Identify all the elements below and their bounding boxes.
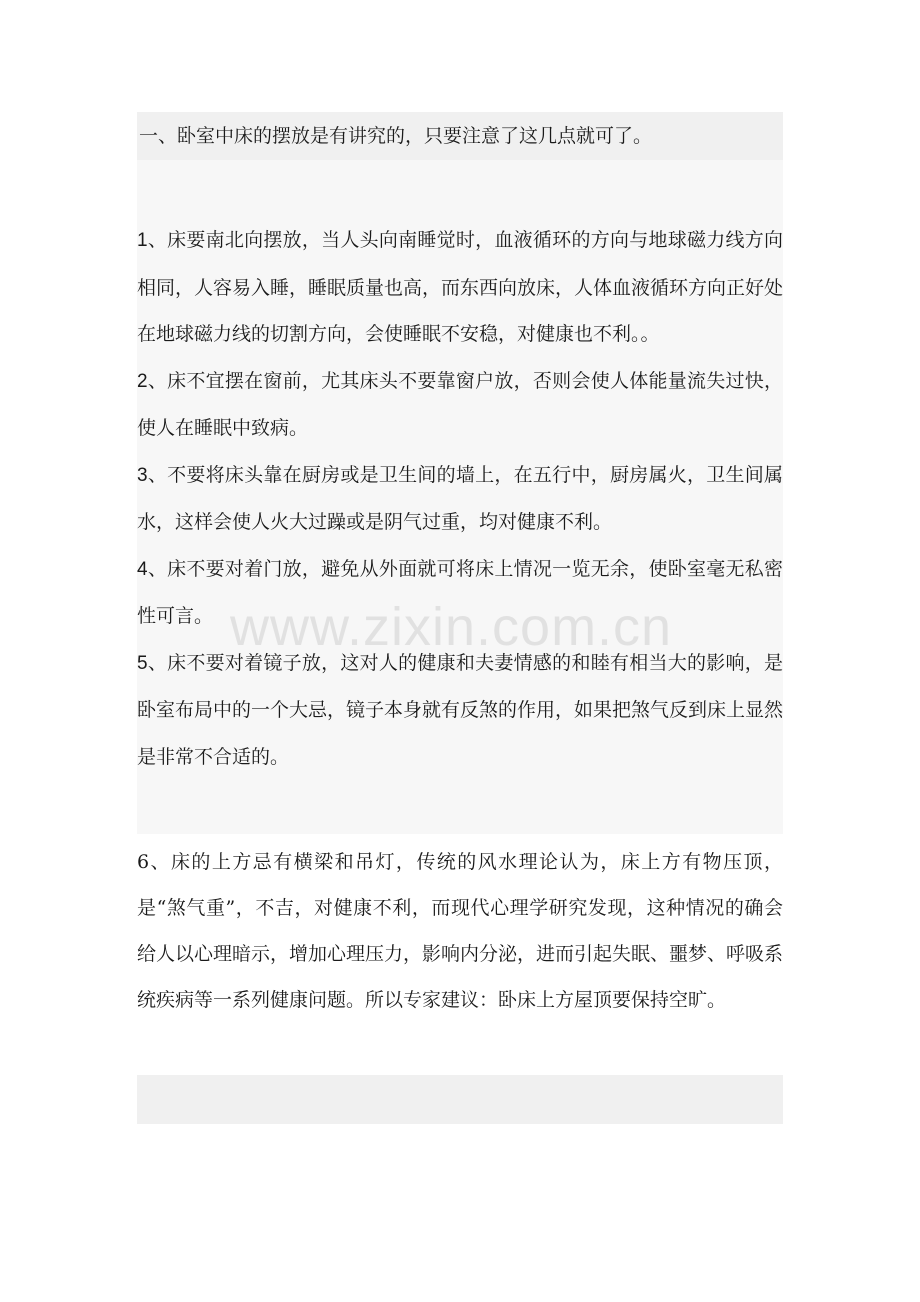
heading-band xyxy=(137,112,783,160)
list-item-6: 6、床的上方忌有横梁和吊灯，传统的风水理论认为，床上方有物压顶，是“煞气重”，不吉，对健康不利，而现代心理学研究发现，这种情况的确会给人以心理暗示，增加心理压力，影响内分泌，进而引起失眠、噩梦、呼吸系统疾病等一系列健康问题。所以专家建议：卧床上方屋顶要保持空旷。 xyxy=(137,851,784,1011)
list-item-1: 1、床要南北向摆放，当人头向南睡觉时，血液循环的方向与地球磁力线方向相同，人容易入睡，睡眠质量也高，而东西向放床，人体血液循环方向正好处在地球磁力线的切割方向，会使睡眠不安稳，对健康也不利。。 xyxy=(137,229,784,345)
watermark: www.zixin.com.cn xyxy=(230,597,673,657)
list-item-2: 2、床不宜摆在窗前，尤其床头不要靠窗户放，否则会使人体能量流失过快，使人在睡眠中致病。 xyxy=(137,369,783,439)
numbered-items xyxy=(137,212,783,834)
bottom-band xyxy=(137,1075,783,1124)
item-6-block xyxy=(137,834,783,1074)
list-item-5: 5、床不要对着镜子放，这对人的健康和夫妻情感的和睦有相当大的影响，是卧室布局中的一个大忌，镜子本身就有反煞的作用，如果把煞气反到床上显然是非常不合适的。 xyxy=(137,651,784,768)
spacer-band xyxy=(137,160,783,212)
list-item-3: 3、不要将床头靠在厨房或是卫生间的墙上，在五行中，厨房属火，卫生间属水，这样会使人火大过躁或是阴气过重，均对健康不利。 xyxy=(137,463,783,533)
section-heading: 一、卧室中床的摆放是有讲究的，只要注意了这几点就可了。 xyxy=(139,125,653,147)
list-item-4: 4、床不要对着门放，避免从外面就可将床上情况一览无余，使卧室毫无私密性可言。 xyxy=(137,557,783,627)
